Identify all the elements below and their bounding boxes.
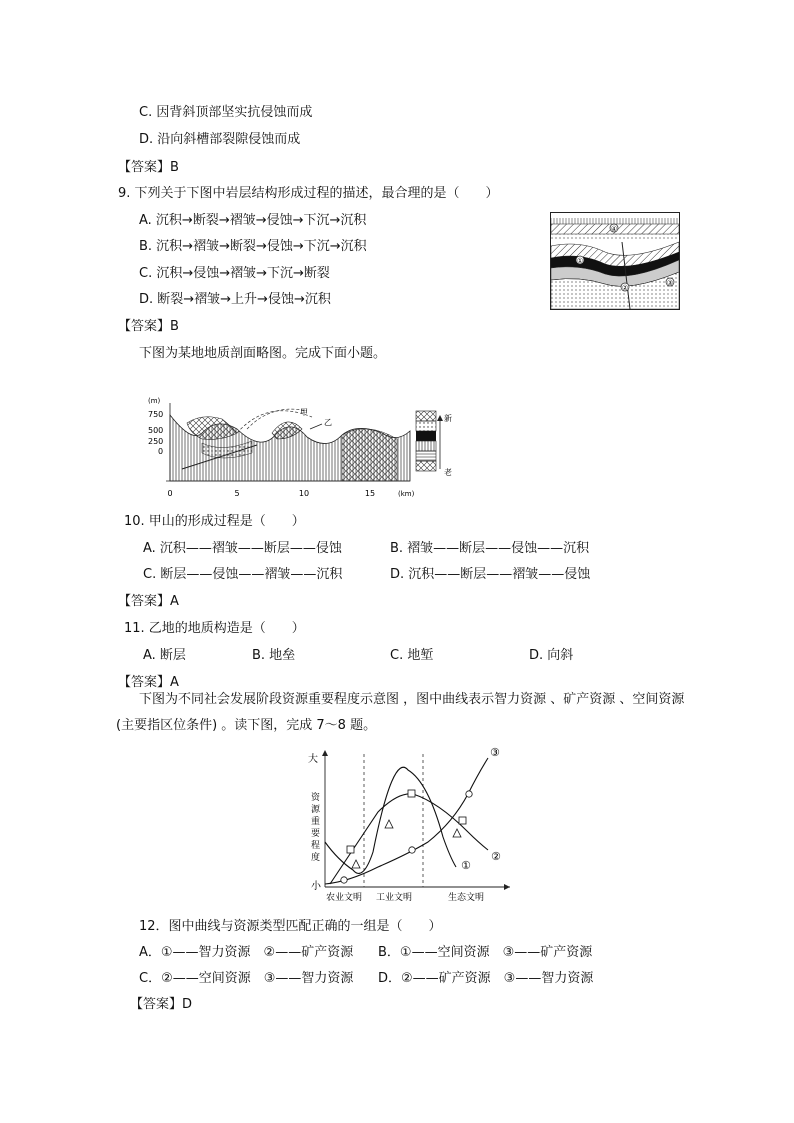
q12-option-b: B．①——空间资源 ③——矿产资源 bbox=[378, 945, 593, 960]
stage-ecological: 生态文明 bbox=[447, 893, 485, 903]
curve-1-marker-b bbox=[385, 820, 393, 828]
x-axis-arrow bbox=[504, 884, 510, 890]
legend-new: 新 bbox=[444, 414, 452, 423]
q11-option-c: C. 地堑 bbox=[390, 648, 434, 663]
strata-label-1: ① bbox=[576, 257, 584, 265]
curve-3-marker-b bbox=[409, 847, 415, 853]
curve-2-marker-a bbox=[347, 846, 354, 853]
q8-answer: 【答案】B bbox=[118, 160, 179, 175]
x-tick-15: 15 bbox=[364, 489, 376, 498]
strata-label-2: ② bbox=[621, 284, 629, 292]
y-title-char-3: 重 bbox=[311, 817, 321, 827]
y-tick-750: 750 bbox=[148, 410, 164, 419]
strata-label-4: ④ bbox=[610, 225, 618, 233]
y-title-char-2: 源 bbox=[311, 805, 321, 815]
y-axis-arrow bbox=[322, 750, 328, 756]
q11-option-d: D. 向斜 bbox=[529, 648, 574, 663]
q10-answer: 【答案】A bbox=[118, 594, 179, 609]
q11-option-a: A. 断层 bbox=[143, 648, 186, 663]
intro-resource-line2: (主要指区位条件) 。读下图，完成 7～8 题。 bbox=[116, 718, 377, 733]
q12-option-a: A．①——智力资源 ②——矿产资源 bbox=[139, 945, 354, 960]
intro-resource-line1: 下图为不同社会发展阶段资源重要程度示意图 ，图中曲线表示智力资源 、矿产资源 、空间资源 bbox=[139, 692, 685, 707]
q8-option-c: C. 因背斜顶部坚实抗侵蚀而成 bbox=[139, 105, 313, 120]
q12-option-c: C．②——空间资源 ③——智力资源 bbox=[139, 971, 354, 986]
q9-option-c: C. 沉积→侵蚀→褶皱→下沉→断裂 bbox=[139, 266, 330, 281]
intro-geologic-profile: 下图为某地地质剖面略图。完成下面小题。 bbox=[139, 346, 387, 361]
x-tick-5: 5 bbox=[234, 489, 240, 498]
q9-option-a: A. 沉积→断裂→褶皱→侵蚀→下沉→沉积 bbox=[139, 213, 367, 228]
q12-answer: 【答案】D bbox=[130, 997, 193, 1012]
q10-option-b: B. 褶皱——断层——侵蚀——沉积 bbox=[390, 541, 590, 556]
y-tick-250: 250 bbox=[148, 437, 164, 446]
y-tick-500: 500 bbox=[148, 426, 164, 435]
curve-2-marker-b bbox=[408, 790, 415, 797]
strata-figure bbox=[550, 212, 680, 310]
profile-unit: (m) bbox=[148, 397, 161, 405]
stage-agriculture: 农业文明 bbox=[325, 893, 363, 903]
legend-old: 老 bbox=[444, 468, 452, 477]
q9-answer: 【答案】B bbox=[118, 319, 179, 334]
q10-option-a: A. 沉积——褶皱——断层——侵蚀 bbox=[143, 541, 342, 556]
y-title-char-4: 要 bbox=[311, 829, 321, 839]
curve-1 bbox=[325, 767, 456, 873]
label-jia: 甲 bbox=[300, 408, 308, 417]
y-bottom-label: 小 bbox=[311, 881, 321, 892]
geologic-profile-figure bbox=[142, 393, 462, 503]
curve-2-marker-c bbox=[459, 817, 466, 824]
q8-option-d: D. 沿向斜槽部裂隙侵蚀而成 bbox=[139, 132, 301, 147]
strata-label-3: ③ bbox=[666, 279, 674, 287]
q12-option-d: D．②——矿产资源 ③——智力资源 bbox=[378, 971, 594, 986]
x-unit: (km) bbox=[398, 490, 415, 498]
q10-question: 10. 甲山的形成过程是（ ） bbox=[124, 514, 305, 529]
x-tick-0: 0 bbox=[167, 489, 173, 498]
y-title-char-6: 度 bbox=[311, 853, 321, 863]
q9-option-d: D. 断裂→褶皱→上升→侵蚀→沉积 bbox=[139, 292, 331, 307]
curve-3-marker-a bbox=[341, 877, 347, 883]
curve-label-1: ① bbox=[461, 859, 471, 872]
y-title-char-1: 资 bbox=[311, 793, 321, 803]
curve-3-marker-c bbox=[466, 791, 472, 797]
y-tick-0: 0 bbox=[158, 447, 164, 456]
q11-answer: 【答案】A bbox=[118, 675, 179, 690]
q9-question: 9. 下列关于下图中岩层结构形成过程的描述，最合理的是（ ） bbox=[118, 186, 499, 201]
curve-1-marker-a bbox=[352, 860, 360, 868]
curve-1-marker-c bbox=[453, 829, 461, 837]
q10-option-c: C. 断层——侵蚀——褶皱——沉积 bbox=[143, 567, 343, 582]
resource-importance-chart bbox=[298, 742, 518, 907]
x-tick-10: 10 bbox=[298, 489, 310, 498]
curve-label-3: ③ bbox=[490, 746, 500, 759]
y-top-label: 大 bbox=[308, 754, 318, 765]
stage-industrial: 工业文明 bbox=[375, 893, 413, 903]
curve-label-2: ② bbox=[491, 850, 501, 863]
q10-option-d: D. 沉积——断层——褶皱——侵蚀 bbox=[390, 567, 591, 582]
q12-question: 12．图中曲线与资源类型匹配正确的一组是（ ） bbox=[139, 919, 442, 934]
y-axis-title bbox=[311, 791, 321, 863]
y-title-char-5: 程 bbox=[311, 841, 321, 851]
label-yi: 乙 bbox=[324, 418, 332, 427]
q11-question: 11. 乙地的地质构造是（ ） bbox=[124, 621, 305, 636]
q11-option-b: B. 地垒 bbox=[252, 648, 296, 663]
q9-option-b: B. 沉积→褶皱→断裂→侵蚀→下沉→沉积 bbox=[139, 239, 367, 254]
